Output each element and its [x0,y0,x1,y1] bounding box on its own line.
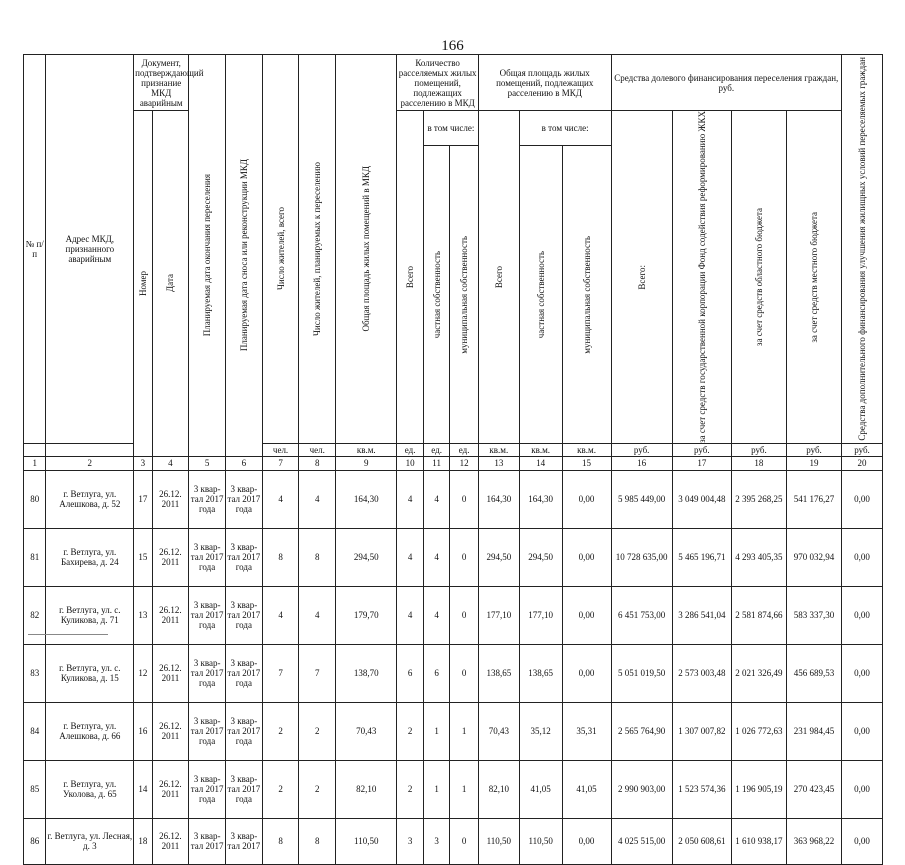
unit-cell: руб. [611,443,672,456]
unit-cell: ед. [423,443,450,456]
resettlement-table [23,54,883,865]
cell-f-local: 270 423,45 [786,760,841,818]
cell-f-fund: 2 050 608,61 [672,818,731,864]
column-number: 4 [152,456,189,470]
cell-residents: 4 [262,470,299,528]
cell-cnt-municipal: 0 [450,818,479,864]
cell-ar-total: 164,30 [478,470,519,528]
unit-cell: чел. [299,443,336,456]
cell-cnt-municipal: 0 [450,586,479,644]
cell-planned: 4 [299,586,336,644]
cell-planned: 2 [299,760,336,818]
cell-date: 26.12. 2011 [152,528,189,586]
column-number: 7 [262,456,299,470]
header-address: Адрес МКД, признанного аварийным [46,55,134,444]
column-number: 5 [189,456,226,470]
cell-doc-no: 16 [134,702,152,760]
unit-cell: руб. [842,443,883,456]
unit-cell: руб. [672,443,731,456]
cell-residents: 7 [262,644,299,702]
cell-ar-municipal: 0,00 [562,644,611,702]
cell-address: г. Ветлуга, ул. с. Куликова, д. 71 [46,586,134,644]
cell-f-extra: 0,00 [842,470,883,528]
cell-cnt-municipal: 1 [450,702,479,760]
cell-f-total: 10 728 635,00 [611,528,672,586]
header-residents-planned: Число жителей, планируемых к переселению [299,55,336,444]
table-row [24,586,883,644]
cell-ar-municipal: 0,00 [562,528,611,586]
cell-residents: 8 [262,528,299,586]
cell-planned-end: 3 квар- тал 2017 [189,818,226,864]
header-funds-local: за счет средств местного бюджета [786,111,841,444]
cell-area: 179,70 [336,586,397,644]
column-number: 13 [478,456,519,470]
cell-f-total: 5 051 019,50 [611,644,672,702]
header-count-private: частная собственность [423,146,450,444]
cell-f-extra: 0,00 [842,528,883,586]
cell-area: 110,50 [336,818,397,864]
cell-doc-no: 18 [134,818,152,864]
cell-planned: 7 [299,644,336,702]
cell-date: 26.12. 2011 [152,760,189,818]
cell-planned-end: 3 квар- тал 2017 года [189,470,226,528]
cell-ar-total: 138,65 [478,644,519,702]
cell-no: 83 [24,644,46,702]
cell-planned-demo: 3 квар- тал 2017 года [225,702,262,760]
cell-planned-end: 3 квар- тал 2017 года [189,644,226,702]
cell-doc-no: 13 [134,586,152,644]
unit-cell: кв.м. [519,443,562,456]
cell-f-fund: 1 307 007,82 [672,702,731,760]
cell-doc-no: 12 [134,644,152,702]
header-count-municipal: муниципальная собственность [450,146,479,444]
cell-cnt-private: 4 [423,528,450,586]
column-number: 9 [336,456,397,470]
unit-cell: чел. [262,443,299,456]
cell-f-total: 2 990 903,00 [611,760,672,818]
header-blank-address [46,443,134,456]
cell-f-local: 363 968,22 [786,818,841,864]
header-funds-regional: за счет средств областного бюджета [731,111,786,444]
cell-cnt-municipal: 0 [450,470,479,528]
header-residents-total: Число жителей, всего [262,55,299,444]
cell-planned-end: 3 квар- тал 2017 года [189,528,226,586]
cell-planned-end: 3 квар- тал 2017 года [189,760,226,818]
cell-cnt-total: 2 [397,702,424,760]
footer-rule [28,634,108,637]
cell-ar-private: 110,50 [519,818,562,864]
cell-cnt-municipal: 0 [450,644,479,702]
header-count-total: Всего [397,111,424,444]
header-area-including: в том числе: [519,111,611,146]
cell-no: 80 [24,470,46,528]
table-row [24,470,883,528]
cell-cnt-municipal: 1 [450,760,479,818]
header-blank-no [24,443,46,456]
page-number: 166 [441,38,464,54]
cell-planned: 8 [299,818,336,864]
cell-ar-total: 110,50 [478,818,519,864]
unit-cell: кв.м. [478,443,519,456]
header-doc-number: Номер [134,111,152,457]
cell-f-extra: 0,00 [842,586,883,644]
cell-residents: 4 [262,586,299,644]
cell-ar-municipal: 0,00 [562,818,611,864]
unit-cell: руб. [786,443,841,456]
unit-cell: руб. [731,443,786,456]
column-number: 14 [519,456,562,470]
cell-cnt-total: 2 [397,760,424,818]
cell-date: 26.12. 2011 [152,702,189,760]
column-number: 16 [611,456,672,470]
cell-address: г. Ветлуга, ул. Лесная, д. 3 [46,818,134,864]
column-number: 10 [397,456,424,470]
cell-address: г. Ветлуга, ул. Алешкова, д. 52 [46,470,134,528]
column-number: 15 [562,456,611,470]
header-area-municipal: муниципальная собственность [562,146,611,444]
cell-area: 82,10 [336,760,397,818]
cell-doc-no: 14 [134,760,152,818]
unit-cell: ед. [450,443,479,456]
cell-area: 70,43 [336,702,397,760]
cell-cnt-private: 4 [423,470,450,528]
cell-ar-total: 177,10 [478,586,519,644]
cell-area: 138,70 [336,644,397,702]
cell-planned: 8 [299,528,336,586]
cell-planned-end: 3 квар- тал 2017 года [189,702,226,760]
cell-f-total: 2 565 764,90 [611,702,672,760]
cell-f-extra: 0,00 [842,818,883,864]
header-funds-fund: за счет средств государственной корпорации Фонд содействия реформированию ЖКХ [672,111,731,444]
cell-planned-demo: 3 квар- тал 2017 года [225,586,262,644]
cell-doc-no: 17 [134,470,152,528]
cell-no: 86 [24,818,46,864]
table-row [24,644,883,702]
cell-cnt-total: 3 [397,818,424,864]
column-number: 17 [672,456,731,470]
cell-address: г. Ветлуга, ул. с. Куликова, д. 15 [46,644,134,702]
cell-f-local: 970 032,94 [786,528,841,586]
cell-date: 26.12. 2011 [152,644,189,702]
header-area-private: частная собственность [519,146,562,444]
cell-f-regional: 2 581 874,66 [731,586,786,644]
cell-cnt-total: 4 [397,470,424,528]
cell-planned-demo: 3 квар- тал 2017 [225,818,262,864]
cell-planned: 4 [299,470,336,528]
column-number: 8 [299,456,336,470]
unit-cell: ед. [397,443,424,456]
cell-ar-private: 177,10 [519,586,562,644]
cell-f-extra: 0,00 [842,644,883,702]
cell-ar-private: 41,05 [519,760,562,818]
cell-f-fund: 3 049 004,48 [672,470,731,528]
column-number: 19 [786,456,841,470]
cell-f-total: 6 451 753,00 [611,586,672,644]
cell-residents: 2 [262,760,299,818]
cell-f-fund: 1 523 574,36 [672,760,731,818]
cell-residents: 2 [262,702,299,760]
cell-doc-no: 15 [134,528,152,586]
header-document: Документ, подтверждающий признание МКД аварийным [134,55,189,111]
table-row [24,760,883,818]
unit-cell: кв.м. [336,443,397,456]
cell-f-regional: 2 395 268,25 [731,470,786,528]
header-funds-total: Всего: [611,111,672,444]
cell-f-local: 456 689,53 [786,644,841,702]
cell-f-fund: 2 573 003,48 [672,644,731,702]
column-number: 6 [225,456,262,470]
cell-f-extra: 0,00 [842,702,883,760]
cell-ar-total: 82,10 [478,760,519,818]
header-count-including: в том числе: [423,111,478,146]
header-total-area: Общая площадь жилых помещений в МКД [336,55,397,444]
cell-date: 26.12. 2011 [152,586,189,644]
cell-cnt-private: 6 [423,644,450,702]
column-number: 20 [842,456,883,470]
cell-planned-demo: 3 квар- тал 2017 года [225,470,262,528]
cell-address: г. Ветлуга, ул. Бахирева, д. 24 [46,528,134,586]
cell-f-regional: 2 021 326,49 [731,644,786,702]
table-row [24,528,883,586]
cell-cnt-private: 4 [423,586,450,644]
cell-planned-demo: 3 квар- тал 2017 года [225,644,262,702]
cell-ar-municipal: 35,31 [562,702,611,760]
cell-f-local: 231 984,45 [786,702,841,760]
table-row [24,818,883,864]
unit-cell: кв.м. [562,443,611,456]
cell-address: г. Ветлуга, ул. Алешкова, д. 66 [46,702,134,760]
cell-no: 84 [24,702,46,760]
cell-f-local: 541 176,27 [786,470,841,528]
cell-cnt-municipal: 0 [450,528,479,586]
cell-ar-private: 294,50 [519,528,562,586]
cell-area: 164,30 [336,470,397,528]
cell-area: 294,50 [336,528,397,586]
cell-date: 26.12. 2011 [152,470,189,528]
cell-cnt-private: 1 [423,702,450,760]
column-number: 11 [423,456,450,470]
cell-f-fund: 5 465 196,71 [672,528,731,586]
header-no: № п/п [24,55,46,444]
cell-cnt-private: 3 [423,818,450,864]
cell-ar-municipal: 0,00 [562,586,611,644]
cell-cnt-total: 6 [397,644,424,702]
cell-ar-municipal: 0,00 [562,470,611,528]
cell-ar-private: 138,65 [519,644,562,702]
cell-planned-demo: 3 квар- тал 2017 года [225,760,262,818]
column-number: 2 [46,456,134,470]
header-planned-demolition: Планируемая дата сноса или реконструкции МКД [225,55,262,457]
header-funds-extra: Средства дополнительного финансирования улучшения жилищных условий переселяемых граждан [842,55,883,444]
header-count-group: Количество расселяемых жилых помещений, подлежащих расселению в МКД [397,55,479,111]
cell-f-extra: 0,00 [842,760,883,818]
cell-f-regional: 1 196 905,19 [731,760,786,818]
cell-cnt-private: 1 [423,760,450,818]
cell-f-regional: 1 610 938,17 [731,818,786,864]
table-row [24,702,883,760]
cell-planned-end: 3 квар- тал 2017 года [189,586,226,644]
cell-f-fund: 3 286 541,04 [672,586,731,644]
cell-ar-total: 70,43 [478,702,519,760]
cell-address: г. Ветлуга, ул. Уколова, д. 65 [46,760,134,818]
cell-planned: 2 [299,702,336,760]
cell-date: 26.12. 2011 [152,818,189,864]
column-number: 12 [450,456,479,470]
cell-f-total: 4 025 515,00 [611,818,672,864]
column-number: 1 [24,456,46,470]
column-number: 18 [731,456,786,470]
header-planned-end: Планируемая дата окончания переселения [189,55,226,457]
cell-f-regional: 1 026 772,63 [731,702,786,760]
cell-ar-private: 164,30 [519,470,562,528]
cell-ar-total: 294,50 [478,528,519,586]
cell-ar-private: 35,12 [519,702,562,760]
cell-residents: 8 [262,818,299,864]
cell-f-local: 583 337,30 [786,586,841,644]
cell-cnt-total: 4 [397,586,424,644]
cell-no: 85 [24,760,46,818]
cell-f-regional: 4 293 405,35 [731,528,786,586]
cell-ar-municipal: 41,05 [562,760,611,818]
column-number: 3 [134,456,152,470]
header-doc-date: Дата [152,111,189,457]
header-area-total: Всего [478,111,519,444]
cell-no: 81 [24,528,46,586]
header-area-group: Общая площадь жилых помещений, подлежащих расселению в МКД [478,55,611,111]
cell-cnt-total: 4 [397,528,424,586]
cell-planned-demo: 3 квар- тал 2017 года [225,528,262,586]
header-funds-group: Средства долевого финансирования переселения граждан, руб. [611,55,842,111]
cell-f-total: 5 985 449,00 [611,470,672,528]
cell-no: 82 [24,586,46,644]
